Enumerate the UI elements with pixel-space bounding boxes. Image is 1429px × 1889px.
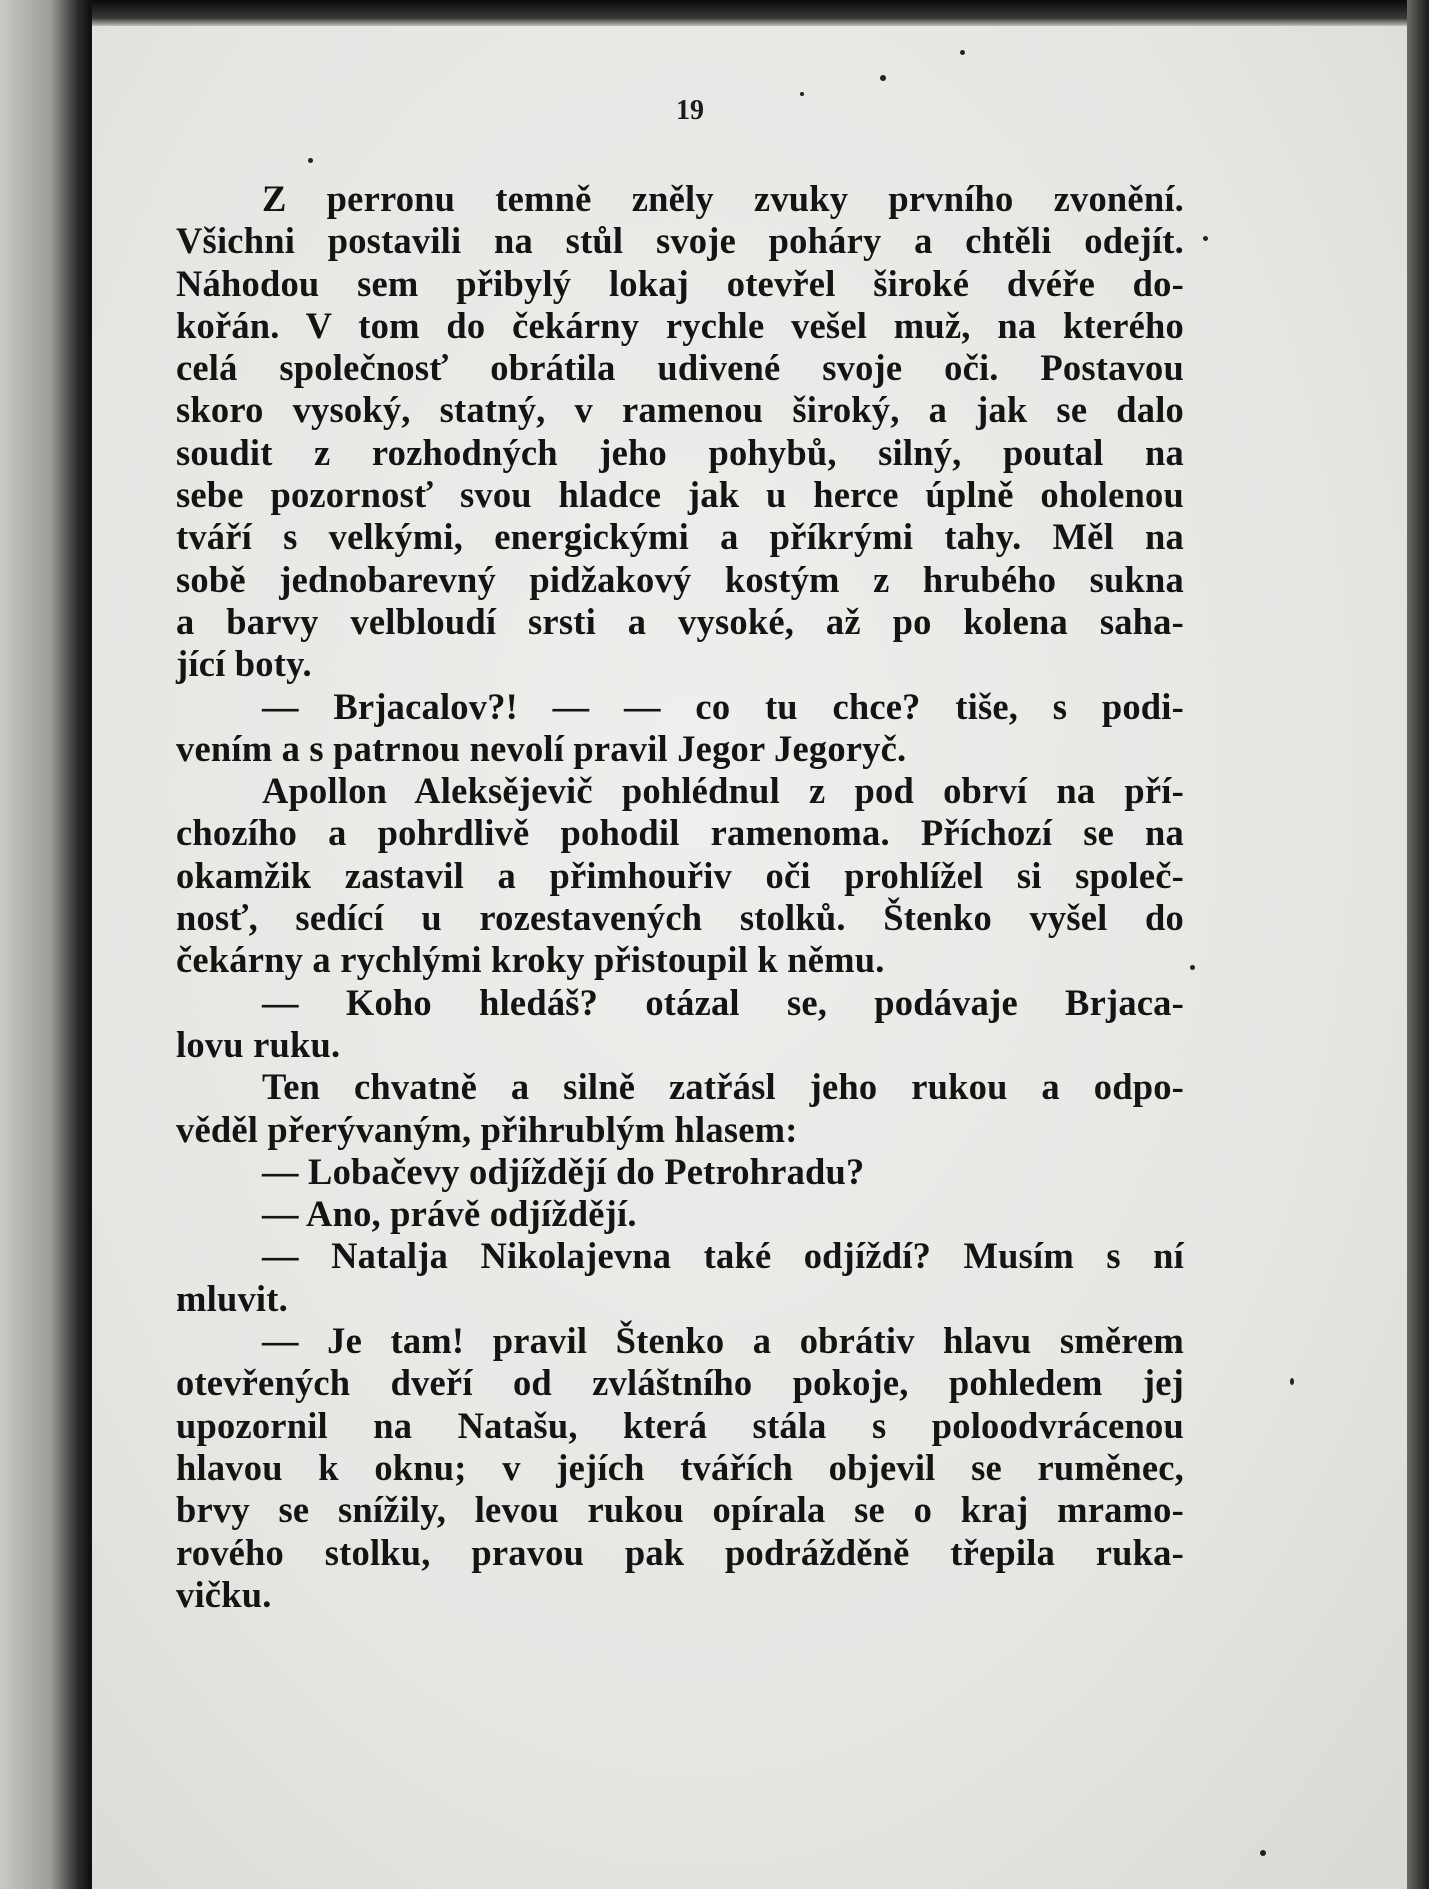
- text-line: celá společnosť obrátila udivené svoje oči. Postavou: [176, 347, 1184, 389]
- text-line: brvy se snížily, levou rukou opírala se o kraj mramo-: [176, 1489, 1184, 1531]
- text-line: — Koho hledáš? otázal se, podávaje Brjaca-: [262, 981, 1184, 1023]
- text-line: otevřených dveří od zvláštního pokoje, pohledem jej: [176, 1362, 1184, 1404]
- print-speck: [1203, 236, 1208, 241]
- print-speck: [960, 50, 965, 55]
- text-line: Z perronu temně zněly zvuky prvního zvonění.: [262, 178, 1184, 219]
- text-line: — Je tam! pravil Štenko a obrátiv hlavu směrem: [262, 1320, 1184, 1362]
- text-line: soudit z rozhodných jeho pohybů, silný, poutal na: [176, 431, 1184, 473]
- text-line: nosť, sedící u rozestavených stolků. Štenko vyšel do: [176, 897, 1184, 939]
- text-line: — Natalja Nikolajevna také odjíždí? Musím s ní: [262, 1235, 1184, 1277]
- body-text: [176, 178, 1184, 1616]
- text-line: — Brjacalov?! — — co tu chce? tiše, s podi-: [262, 685, 1184, 727]
- text-line: Náhodou sem přibylý lokaj otevřel široké dvéře do-: [176, 262, 1184, 304]
- print-speck: [1190, 965, 1195, 970]
- text-line: věděl přerývaným, přihrublým hlasem:: [176, 1108, 798, 1150]
- text-line: Apollon Aleksějevič pohlédnul z pod obrví na pří-: [262, 770, 1184, 812]
- text-line: tváří s velkými, energickými a příkrými tahy. Měl na: [176, 516, 1184, 558]
- text-line: — Lobačevy odjíždějí do Petrohradu?: [262, 1150, 865, 1192]
- book-gutter: [0, 0, 92, 1889]
- text-line: čekárny a rychlými kroky přistoupil k němu.: [176, 939, 885, 981]
- text-line: chozího a pohrdlivě pohodil ramenoma. Příchozí se na: [176, 812, 1184, 854]
- text-line: skoro vysoký, statný, v ramenou široký, a jak se dalo: [176, 389, 1184, 431]
- print-speck: [800, 92, 804, 96]
- top-scan-edge: [92, 0, 1429, 26]
- text-line: vičku.: [176, 1573, 272, 1615]
- page-number: 19: [676, 95, 704, 126]
- text-line: sebe pozornosť svou hladce jak u herce úplně oholenou: [176, 474, 1184, 516]
- text-line: vením a s patrnou nevolí pravil Jegor Jegoryč.: [176, 727, 907, 769]
- text-line: Všichni postavili na stůl svoje poháry a chtěli odejít.: [176, 220, 1184, 262]
- text-line: okamžik zastavil a přimhouřiv oči prohlížel si společ-: [176, 854, 1184, 896]
- text-line: sobě jednobarevný pidžakový kostým z hrubého sukna: [176, 558, 1184, 600]
- print-speck: [308, 158, 313, 163]
- print-speck: [880, 75, 886, 81]
- text-line: mluvit.: [176, 1277, 288, 1319]
- text-line: a barvy velbloudí srsti a vysoké, až po kolena saha-: [176, 600, 1184, 642]
- text-line: rového stolku, pravou pak podrážděně třepila ruka-: [176, 1531, 1184, 1573]
- text-line: lovu ruku.: [176, 1023, 341, 1065]
- right-scan-edge: [1407, 0, 1429, 1889]
- text-line: kořán. V tom do čekárny rychle vešel muž, na kterého: [176, 304, 1184, 346]
- print-speck: [1260, 1850, 1266, 1856]
- text-line: jící boty.: [176, 643, 312, 685]
- text-line: hlavou k oknu; v jejích tvářích objevil se ruměnec,: [176, 1446, 1184, 1488]
- text-line: Ten chvatně a silně zatřásl jeho rukou a odpo-: [262, 1066, 1184, 1108]
- print-speck: [1290, 1378, 1294, 1385]
- text-line: — Ano, právě odjíždějí.: [262, 1193, 637, 1235]
- text-line: upozornil na Natašu, která stála s poloodvrácenou: [176, 1404, 1184, 1446]
